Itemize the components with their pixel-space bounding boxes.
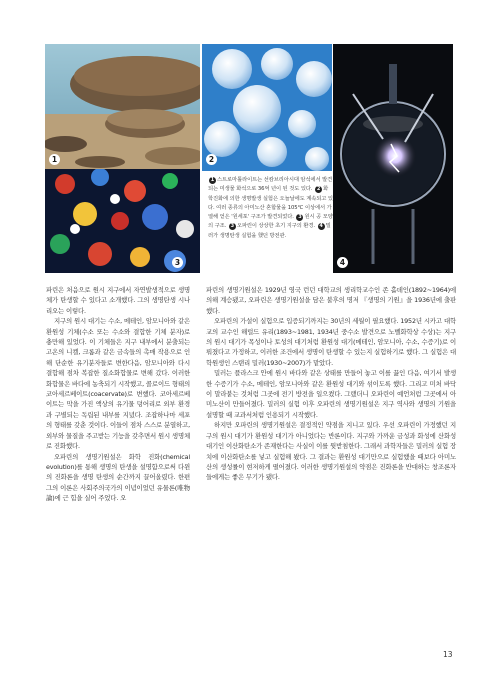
stromatolite-photo [45, 44, 200, 169]
left-paragraph-3: 오파린의 생명기원설은 화학 진화(chemical evolution)를 통해 생명의 탄생을 설명함으로써 다윈의 진화론을 생명 탄생의 순간까지 끌어올렸다. 한편 그의 이론은 사회주의국가의 이념이었던 유물론(唯物論)에 근 힘을 실어 주었다. 오 [46, 452, 190, 503]
photo-number-4: 4 [337, 257, 348, 268]
caption-text-2: 화학진화에 의한 생명발생 실험은 오늘날에도 계속되고 있다. 여러 종류의 아미노산 혼합물을 105℃ 이상에서 가열해 얻은 '원세포' 구조가 발견되었다. [208, 186, 333, 221]
right-paragraph-2: 오파린의 가설이 실험으로 입증되기까지는 30년의 세월이 필요했다. 1952년 시카고 대학교의 교수인 해럴드 유리(1893~1981, 1934년 중수소 발견으로 노벨화학상 수상)는 지구의 원시 대기가 목성이나 토성의 대기처럼 환원성 대기(메테인, 암모니아, 수소, 수증기)로 이뤄졌다고 가정하고, 이러한 조건에서 생명이 탄생할 수 있는지 실험하기로 했다. 그 실험은 대학원생인 스탠리 밀러(1930~2007)가 맡았다. [206, 317, 456, 367]
right-paragraph-3: 밀러는 플라스크 안에 원시 바다와 같은 상태를 만들어 놓고 이를 끓인 다음, 여기서 발생한 수증기가 수소, 메테인, 암모니아와 같은 환원성 대기와 섞이도록 했다. 그리고 미처 바닥이 말라붙는 것처럼 그곳에 전기 방전을 일으켰다. 그랬더니 오파린이 예언처럼 그곳에서 아미노산이 만들어졌다. 밀러의 실험 이후 오파린의 생명기원설은 지구 역사와 생명의 기원을 설명할 때 교과서처럼 인용되기 시작했다. [206, 369, 456, 419]
left-paragraph-1: 파린은 처음으로 원시 지구에서 자연발생적으로 생명체가 탄생할 수 있다고 소개했다. 그의 생명탄생 시나리오는 이렇다. [46, 286, 190, 315]
protocell-spheres-photo [202, 44, 332, 171]
photo-number-3: 3 [172, 257, 183, 268]
caption-number-1: 1 [210, 177, 215, 183]
caption-number-3b: 3 [230, 223, 234, 230]
molecule-model-photo [45, 169, 200, 273]
photo-number-2: 2 [206, 154, 217, 165]
photo-number-1: 1 [49, 154, 60, 165]
caption-text-4: 밀러가 생명탄생 실험을 했던 방전관. [208, 223, 331, 239]
caption-text-3: 원시 공 모양의 구조. [208, 214, 333, 230]
right-paragraph-4: 하지만 오파린의 생명기원설은 결정적인 약점을 지니고 있다. 우선 오파린이 가정했던 지구의 원시 대기가 환원성 대기가 아니었다는 반론이다. 지구와 가까운 금성과 화성에 산화성 대기인 이산화탄소가 존재한다는 사실이 이를 뒷받침한다. 그래서 과학자들은 밀러의 실험 장치에 이산화탄소를 넣고 실험해 봤다. 그 결과는 환원성 대기만으로 실험했을 때보다 아미노산의 생성률이 현저하게 떨어졌다. 이러한 생명기원설의 약점은 진화론을 반대하는 창조론자들에게는 좋은 무기가 됐다. [206, 421, 456, 482]
caption-number-2: 2 [316, 186, 321, 193]
right-text-column [206, 285, 456, 483]
caption-text-1: 스트로마톨라이트는 선캄브리아시대 암석에서 발견되는 미생물 화석으로 36억 년이 된 것도 있다. [208, 177, 333, 193]
caption-number-4: 4 [319, 223, 323, 230]
page-number: 13 [443, 650, 453, 659]
left-text-column [46, 285, 190, 504]
caption-number-3: 3 [298, 214, 302, 221]
figure-caption [208, 176, 333, 241]
left-paragraph-2: 지구의 원시 대기는 수소, 메테인, 암모니아와 같은 환원성 기체(수소 또는 수소와 결합한 기체 분자)로 충만해 있었다. 이 기체들은 지구 내부에서 분출되는 고온의 니켈, 크롬과 같은 금속들의 촉매 작용으로 인해 단순한 유기분자들로 변한다음, 암모니아와 다시 결합해 점차 복잡한 질소화합물로 변해 갔다. 이러한 화합물은 바다에 농축되기 시작했고, 콜로이드 형태의 코아세르베이트(coacervate)로 변했다. 코아세르베이트는 막을 가진 액상의 유기물 덩어리로 외부 환경과 구별되는 독립된 내부를 지녔다. 조잡하나마 세포의 형태를 갖춘 것이다. 이들이 점차 스스로 분열하고, 외부와 물질을 주고받는 기능을 갖추면서 원시 생명체로 진화했다. [46, 317, 190, 451]
miller-flask-photo [333, 44, 453, 273]
caption-text-3b: 오파린이 상상한 초기 지구의 환경. [236, 223, 315, 230]
right-paragraph-1: 파린의 생명기원설은 1929년 영국 런던 대학교의 생리학교수인 존 홀데인(1892~1964)에 의해 계승됐고, 오파린은 생명기원설을 담은 불후의 명저 『생명의 기원』을 1936년에 출판했다. [206, 286, 456, 315]
